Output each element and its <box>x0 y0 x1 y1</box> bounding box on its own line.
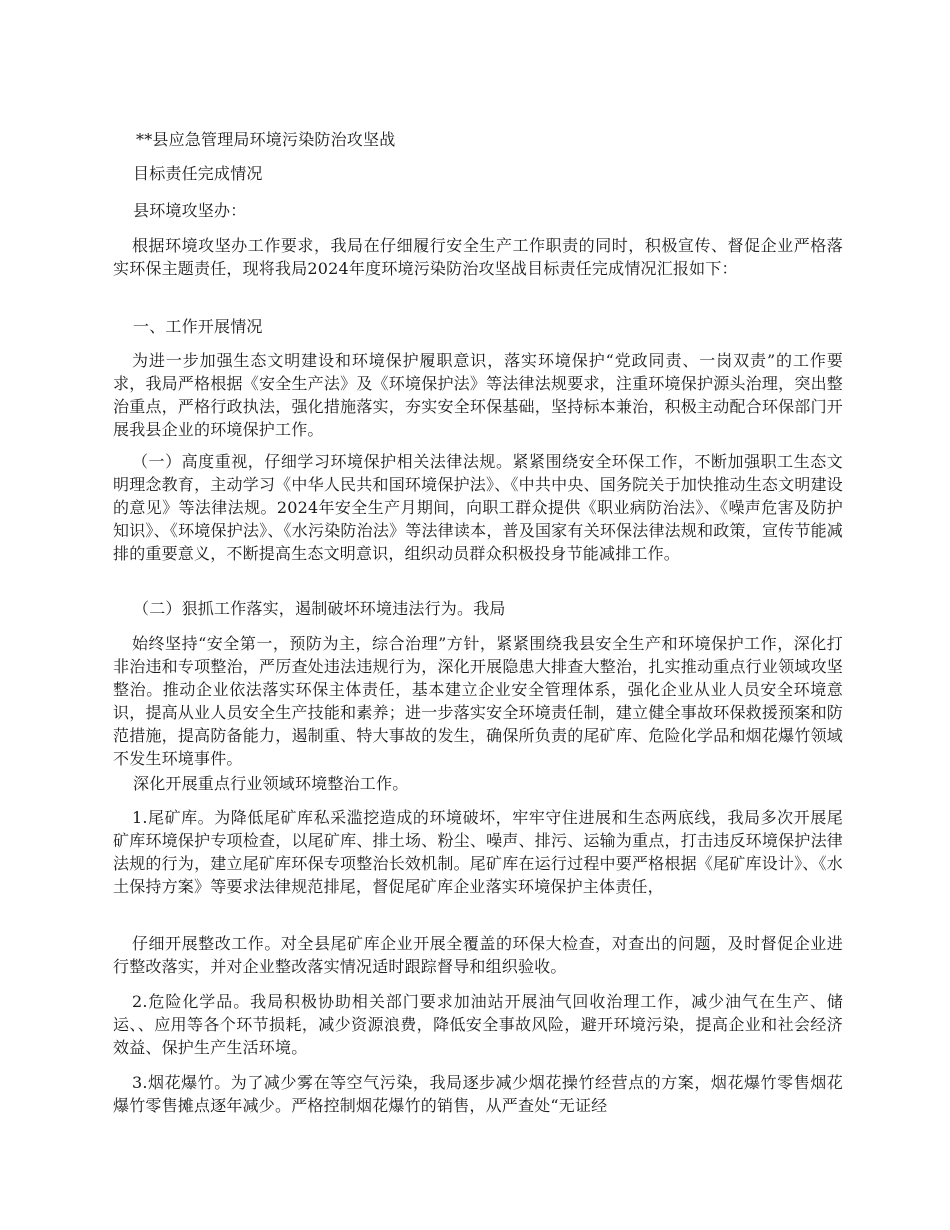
paragraph-subsection-2-heading: （二）狠抓工作落实，遏制破坏环境违法行为。我局 <box>133 599 506 618</box>
paragraph-work-overview: 为进一步加强生态文明建设和环境保护履职意识，落实环境保护“党政同责、一岗双责”的工作要求，我局严格根据《安全生产法》及《环境保护法》等法律法规要求，注重环境保护源头治理，突出整治重点，严格行政执法，强化措施落实，夯实安全环保基础，坚持标本兼治，积极主动配合环保部门开展我县企业的环境保护工作。 <box>113 351 843 439</box>
paragraph-fireworks: 3.烟花爆竹。为了减少雾在等空气污染，我局逐步减少烟花操竹经营点的方案，烟花爆竹零售烟花爆竹零售摊点逐年减少。严格控制烟花爆竹的销售，从严查处“无证经 <box>113 1073 843 1115</box>
paragraph-subsection-1: （一）高度重视，仔细学习环境保护相关法律法规。紧紧围绕安全环保工作，不断加强职工生态文明理念教育，主动学习《中华人民共和国环境保护法》、《中共中央、国务院关于加快推动生态文明建设的意见》等法律法规。2024年安全生产月期间，向职工群众提供《职业病防治法》、《噪声危害及防护知识》、《环境保护法》、《水污染防治法》等法律读本，普及国家有关环保法律法规和政策，宣传节能减排的重要意义，不断提高生态文明意识，组织动员群众积极投身节能减排工作。 <box>113 452 843 563</box>
paragraph-rectification: 仔细开展整改工作。对全县尾矿库企业开展全覆盖的环保大检查，对查出的问题，及时督促企业进行整改落实，并对企业整改落实情况适时跟踪督导和组织验收。 <box>113 934 843 976</box>
document-title-line2: 目标责任完成情况 <box>133 164 263 183</box>
document-title-line1: **县应急管理局环境污染防治攻坚战 <box>136 130 396 149</box>
paragraph-key-industries: 深化开展重点行业领域环境整治工作。 <box>133 774 409 793</box>
section-heading-1: 一、工作开展情况 <box>133 317 263 336</box>
salutation: 县环境攻坚办： <box>133 201 247 220</box>
paragraph-subsection-2-body: 始终坚持“安全第一，预防为主，综合治理”方针，紧紧围绕我县安全生产和环境保护工作，深化打非治违和专项整治，严厉查处违法违规行为，深化开展隐患大排查大整治，扎实推动重点行业领域攻坚整治。推动企业依法落实环保主体责任，基本建立企业安全管理体系，强化企业从业人员安全环境意识，提高从业人员安全生产技能和素养；进一步落实安全环境责任制，建立健全事故环保救援预案和防范措施，提高防备能力，遏制重、特大事故的发生，确保所负责的尾矿库、危险化学品和烟花爆竹领域不发生环境事件。 <box>113 634 843 768</box>
paragraph-hazardous-chemicals: 2.危险化学品。我局积极协助相关部门要求加油站开展油气回收治理工作，减少油气在生产、储运、、应用等各个环节损耗，减少资源浪费，降低安全事故风险，避开环境污染，提高企业和社会经济效益、保护生产生活环境。 <box>113 992 843 1057</box>
paragraph-intro: 根据环境攻坚办工作要求，我局在仔细履行安全生产工作职责的同时，积极宣传、督促企业严格落实环保主题责任，现将我局2024年度环境污染防治攻坚战目标责任完成情况汇报如下： <box>113 236 843 278</box>
paragraph-tailings: 1.尾矿库。为降低尾矿库私采滥挖造成的环境破坏，牢牢守住进展和生态两底线，我局多次开展尾矿库环境保护专项检查，以尾矿库、排土场、粉尘、噪声、排污、运输为重点，打击违反环境保护法律法规的行为，建立尾矿库环保专项整治长效机制。尾矿库在运行过程中要严格根据《尾矿库设计》、《水土保持方案》等要求法律规范排尾，督促尾矿库企业落实环境保护主体责任， <box>113 808 843 896</box>
